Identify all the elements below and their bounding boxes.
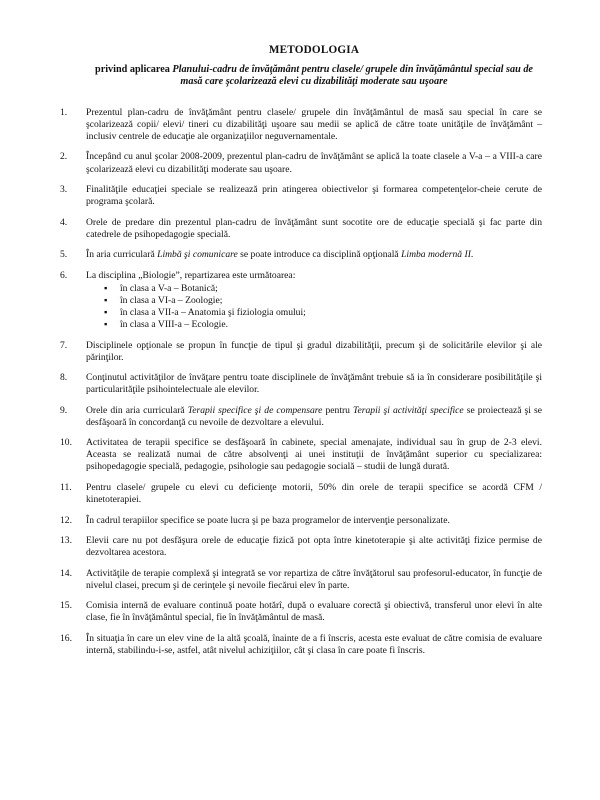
item-text: .: [470, 249, 474, 261]
item-text: În situaţia în care un elev vine de la altă şcoală, înainte de a fi înscris, acesta este evaluat de către comisia de evaluare internă, stabilindu-i-se, astfel, atât nivelul achiziţiilor, cât şi clasa în care poate fi înscris.: [86, 632, 542, 656]
item-text: Elevii care nu pot desfăşura orele de educaţie fizică pot opta între kinetoterapie şi alte activităţi fizice permise de dezvoltarea acestora.: [86, 535, 542, 559]
item-number: 11.: [60, 481, 72, 493]
item-text: Activitatea de terapii specifice se desfăşoară în cabinete, special amenajate, individual sau în grup de 2-3 elevi. Aceasta se realizată numai de către absolvenţi ai unei instituţii de învăţământ superior cu specializarea: psihopedagogie specială, pedagogie, psihologie sau pedagogie socială – studii de lungă durată.: [86, 437, 542, 473]
bullet-icon: ▪: [104, 319, 108, 331]
item-italic: Terapii specifice şi de compensare: [187, 404, 323, 416]
item-number: 9.: [60, 404, 68, 416]
list-item: [60, 249, 542, 261]
document-subtitle: [86, 64, 542, 89]
item-text: Conţinutul activităţilor de învăţare pentru toate disciplinele de învăţământ trebuie să ia în considerare posibilităţile şi particularităţile psihointelectuale ale elevilor.: [86, 372, 542, 396]
item-number: 7.: [60, 339, 68, 351]
bullet-icon: ▪: [104, 294, 108, 306]
list-item: [60, 437, 542, 473]
item-number: 1.: [60, 106, 68, 118]
item-text: pentru: [322, 404, 354, 416]
subtitle-italic: Planului-cadru de învăţământ pentru clasele/ grupele din învăţământul special sau de masă care şcolarizează elevi cu dizabilităţi moderate sau uşoare: [172, 64, 533, 88]
item-text: Finalităţile educaţiei speciale se realizează prin atingerea obiectivelor şi formarea competenţelor-cheie cerute de programa şcolară.: [86, 184, 542, 208]
bullet-text: în clasa a VII-a – Anatomia şi fiziologia omului;: [120, 306, 306, 318]
item-number: 15.: [60, 600, 72, 612]
bullet-text: în clasa a VIII-a – Ecologie.: [120, 319, 228, 331]
item-number: 5.: [60, 249, 68, 261]
list-item: [60, 514, 542, 527]
item-text: Orele de predare din prezentul plan-cadru de învăţământ sunt socotite ore de educaţie specială şi fac parte din catedrele de psihopedagogie specială.: [86, 216, 542, 240]
list-item: [60, 404, 542, 429]
item-text: În cadrul terapiilor specifice se poate lucra şi pe baza programelor de intervenţie personalizate.: [86, 514, 450, 526]
item-text: Activităţile de terapie complexă şi integrată se vor repartiza de către învăţătorul sau profesorul-educator, în funcţie de nivelul clasei, precum şi de cerinţele şi nevoile fiecărui elev în parte.: [86, 567, 542, 591]
list-item: [60, 481, 542, 506]
item-text: Prezentul plan-cadru de învăţământ pentru clasele/ grupele din învăţământul de masă sau special în care se şcolarizează copii/ elevi/ tineri cu dizabilităţi uşoare sau medii se aplică de către toate unităţile de învăţământ – inclusiv centrele de educaţie ale organizaţiilor neguvernamentale.: [86, 106, 542, 142]
item-text: Disciplinele opţionale se propun în funcţie de tipul şi gradul dizabilităţii, precum şi de solicitările elevilor şi ale părinţilor.: [86, 339, 542, 363]
item-italic: Terapii şi activităţi specifice: [353, 404, 464, 416]
bullet-item: [104, 319, 542, 331]
list-item: [60, 535, 542, 559]
bullet-item: [104, 295, 542, 307]
bullet-list: [86, 283, 542, 331]
item-text: Pentru clasele/ grupele cu elevi cu deficienţe motorii, 50% din orele de terapii specifice se acordă CFM / kinetoterapiei.: [86, 481, 542, 506]
list-item: [60, 567, 542, 592]
list-item: [60, 600, 542, 624]
item-number: 14.: [60, 567, 72, 579]
item-italic: Limba modernă II: [401, 249, 471, 261]
item-number: 3.: [60, 184, 68, 196]
bullet-text: în clasa a V-a – Botanică;: [120, 282, 218, 294]
item-number: 8.: [60, 372, 68, 384]
document-title: METODOLOGIA: [268, 44, 360, 56]
bullet-item: [104, 307, 542, 319]
bullet-item: [104, 283, 542, 295]
item-text: se poate introduce ca disciplină opţională: [237, 249, 402, 261]
list-item: [60, 339, 542, 364]
item-number: 4.: [60, 216, 68, 228]
item-number: 16.: [60, 632, 72, 644]
subtitle-lead: privind aplicarea: [95, 64, 173, 75]
bullet-icon: ▪: [104, 282, 108, 294]
list-item: [60, 216, 542, 241]
numbered-list: [60, 106, 542, 657]
list-item: [60, 372, 542, 396]
item-text: se proiectează şi se desfăşoară în concordanţă cu nevoile de dezvoltare a elevului.: [86, 404, 542, 428]
item-text: Comisia internă de evaluare continuă poate hotărî, după o evaluare corectă şi obiectivă, transferul unor elevi în alte clase, fie în învăţământul special, fie în învăţământul de masă.: [86, 600, 542, 624]
list-item: [60, 184, 542, 208]
item-number: 6.: [60, 269, 68, 281]
list-item: [60, 269, 542, 331]
item-italic: Limbă şi comunicare: [157, 249, 238, 261]
item-text: În aria curriculară: [86, 249, 158, 261]
bullet-icon: ▪: [104, 306, 108, 318]
item-text: Orele din aria curriculară: [86, 404, 188, 416]
item-text: Începând cu anul şcolar 2008-2009, prezentul plan-cadru de învăţământ se aplică la toate clasele a V-a – a VIII-a care şcolarizează elevi cu dizabilităţi moderate sau uşoare.: [86, 151, 542, 175]
list-item: [60, 632, 542, 657]
bullet-text: în clasa a VI-a – Zoologie;: [120, 294, 223, 306]
list-item: [60, 151, 542, 175]
item-number: 13.: [60, 535, 72, 547]
item-number: 2.: [60, 151, 68, 163]
item-text: La disciplina „Biologie”, repartizarea este următoarea:: [86, 269, 296, 281]
list-item: [60, 106, 542, 143]
item-number: 12.: [60, 514, 72, 526]
item-number: 10.: [60, 437, 72, 449]
